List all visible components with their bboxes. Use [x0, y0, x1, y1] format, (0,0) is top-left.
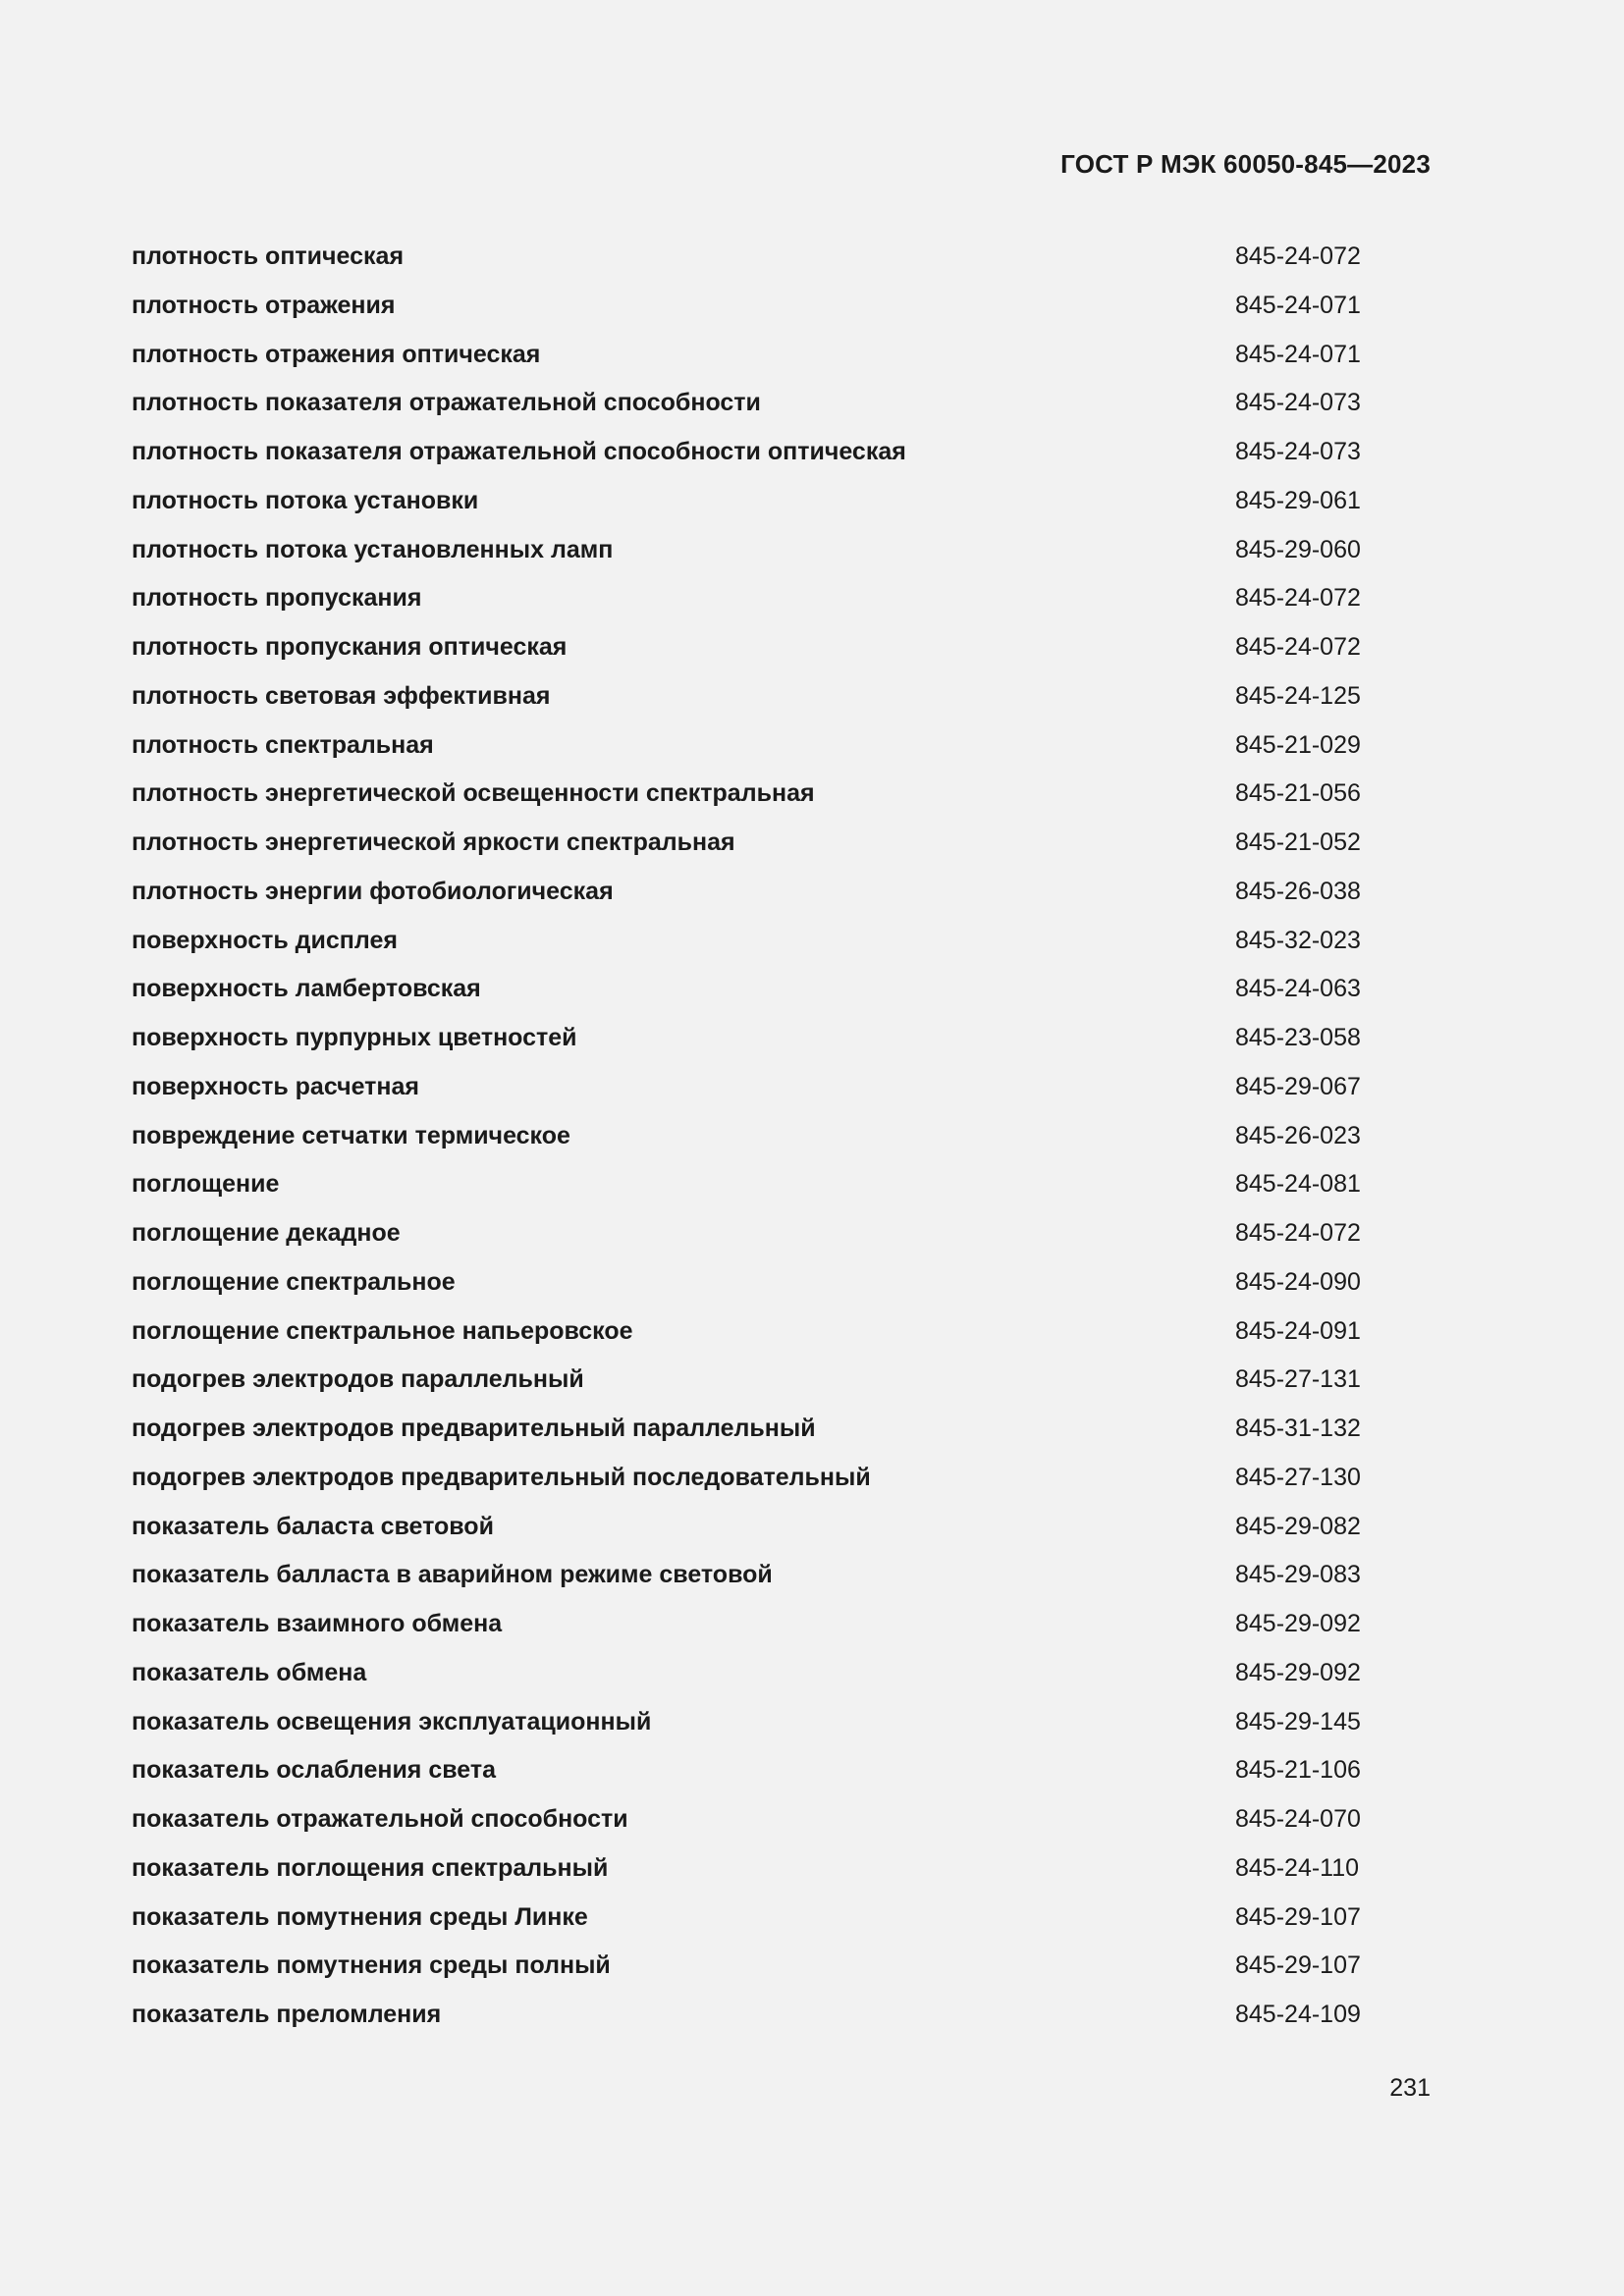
index-entry: [132, 1802, 1359, 1851]
term-name: поглощение спектральное: [132, 1267, 456, 1296]
index-entry: [132, 1461, 1359, 1510]
index-entry: [132, 533, 1359, 582]
term-name: плотность показателя отражательной способности оптическая: [132, 438, 906, 465]
term-name: подогрев электродов предварительный последовательный: [132, 1463, 871, 1491]
term-code: 845-27-131: [1235, 1365, 1361, 1394]
index-entry: [132, 484, 1359, 533]
term-name: повреждение сетчатки термическое: [132, 1121, 570, 1149]
index-entry: [132, 1314, 1359, 1363]
term-code: 845-29-061: [1235, 486, 1361, 514]
index-entry: [132, 1753, 1359, 1802]
term-code: 845-29-092: [1235, 1658, 1361, 1686]
index-entry: [132, 1510, 1359, 1559]
term-code: 845-21-056: [1235, 779, 1361, 808]
index-entry: [132, 630, 1359, 679]
term-name: подогрев электродов предварительный параллельный: [132, 1415, 816, 1442]
term-code: 845-29-107: [1235, 1902, 1361, 1931]
term-name: показатель освещения эксплуатационный: [132, 1707, 652, 1735]
term-code: 845-29-067: [1235, 1072, 1361, 1100]
index-entry: [132, 1070, 1359, 1119]
index-entry: [132, 1656, 1359, 1705]
term-name: поверхность пурпурных цветностей: [132, 1024, 577, 1051]
term-name: плотность энергии фотобиологическая: [132, 877, 614, 905]
index-entry: [132, 1900, 1359, 1949]
term-code: 845-24-072: [1235, 242, 1361, 270]
index-entry: [132, 1362, 1359, 1412]
term-code: 845-24-070: [1235, 1805, 1361, 1833]
term-code: 845-29-092: [1235, 1610, 1361, 1637]
term-name: показатель поглощения спектральный: [132, 1853, 609, 1882]
term-name: подогрев электродов параллельный: [132, 1365, 584, 1394]
term-code: 845-24-073: [1235, 438, 1361, 465]
term-code: 845-24-125: [1235, 681, 1361, 710]
index-entry: [132, 289, 1359, 338]
index-entry: [132, 1412, 1359, 1461]
term-code: 845-24-072: [1235, 1219, 1361, 1247]
term-code: 845-21-106: [1235, 1756, 1361, 1785]
index-entry: [132, 679, 1359, 728]
term-code: 845-24-090: [1235, 1267, 1361, 1296]
term-name: плотность отражения оптическая: [132, 340, 541, 368]
index-entry: [132, 1949, 1359, 1998]
term-code: 845-26-023: [1235, 1121, 1361, 1149]
term-code: 845-26-038: [1235, 877, 1361, 905]
term-name: показатель баласта световой: [132, 1512, 494, 1540]
index-entry: [132, 1998, 1359, 2047]
term-name: показатель помутнения среды Линке: [132, 1902, 588, 1931]
term-name: плотность энергетической освещенности спектральная: [132, 779, 815, 808]
index-entry: [132, 581, 1359, 630]
term-code: 845-31-132: [1235, 1415, 1361, 1442]
index-entry: [132, 1216, 1359, 1265]
term-name: показатель обмена: [132, 1658, 367, 1686]
term-name: показатель балласта в аварийном режиме световой: [132, 1561, 773, 1589]
index-entry: [132, 1705, 1359, 1754]
term-name: поверхность ламбертовская: [132, 975, 481, 1003]
term-code: 845-29-082: [1235, 1512, 1361, 1540]
index-entry: [132, 435, 1359, 484]
term-code: 845-27-130: [1235, 1463, 1361, 1491]
index-entry: [132, 1119, 1359, 1168]
index-entry: [132, 924, 1359, 973]
term-code: 845-24-071: [1235, 340, 1361, 368]
term-name: плотность спектральная: [132, 730, 434, 759]
term-code: 845-24-072: [1235, 584, 1361, 613]
index-entry: [132, 338, 1359, 387]
index-entry: [132, 386, 1359, 435]
term-code: 845-24-110: [1235, 1853, 1360, 1882]
term-name: плотность потока установленных ламп: [132, 535, 614, 563]
term-name: поглощение декадное: [132, 1219, 401, 1247]
index-entry: [132, 875, 1359, 924]
term-code: 845-24-091: [1235, 1316, 1361, 1345]
term-name: поглощение спектральное напьеровское: [132, 1316, 633, 1345]
term-code: 845-24-073: [1235, 389, 1361, 417]
term-index-list: [132, 240, 1359, 2047]
term-name: плотность пропускания: [132, 584, 422, 613]
index-entry: [132, 1167, 1359, 1216]
page-number: 231: [1389, 2074, 1431, 2102]
term-name: поверхность дисплея: [132, 926, 398, 954]
term-code: 845-21-029: [1235, 730, 1361, 759]
term-code: 845-24-063: [1235, 975, 1361, 1003]
index-entry: [132, 1558, 1359, 1607]
index-entry: [132, 728, 1359, 777]
term-name: показатель помутнения среды полный: [132, 1951, 611, 1980]
term-code: 845-29-107: [1235, 1951, 1361, 1980]
index-entry: [132, 240, 1359, 289]
term-name: плотность энергетической яркости спектральная: [132, 828, 735, 856]
index-entry: [132, 1021, 1359, 1070]
index-entry: [132, 776, 1359, 826]
index-entry: [132, 1607, 1359, 1656]
term-name: плотность показателя отражательной способности: [132, 389, 761, 417]
term-code: 845-24-109: [1235, 2001, 1361, 2028]
term-name: показатель преломления: [132, 2001, 442, 2028]
term-code: 845-29-145: [1235, 1707, 1361, 1735]
index-entry: [132, 1851, 1359, 1900]
term-code: 845-23-058: [1235, 1024, 1361, 1051]
term-name: поглощение: [132, 1170, 280, 1199]
term-code: 845-24-081: [1235, 1170, 1361, 1199]
term-code: 845-24-072: [1235, 633, 1361, 661]
term-name: плотность световая эффективная: [132, 681, 551, 710]
term-name: поверхность расчетная: [132, 1072, 420, 1100]
term-code: 845-29-083: [1235, 1561, 1361, 1589]
term-name: плотность пропускания оптическая: [132, 633, 568, 661]
term-name: плотность отражения: [132, 291, 396, 319]
term-code: 845-21-052: [1235, 828, 1361, 856]
term-name: показатель взаимного обмена: [132, 1610, 503, 1637]
index-entry: [132, 826, 1359, 875]
term-name: показатель ослабления света: [132, 1756, 497, 1785]
term-name: плотность потока установки: [132, 486, 479, 514]
document-header: ГОСТ Р МЭК 60050-845—2023: [1060, 149, 1431, 179]
term-code: 845-29-060: [1235, 535, 1361, 563]
term-code: 845-24-071: [1235, 291, 1361, 319]
index-entry: [132, 972, 1359, 1021]
term-name: плотность оптическая: [132, 242, 405, 270]
index-entry: [132, 1265, 1359, 1314]
term-code: 845-32-023: [1235, 926, 1361, 954]
term-name: показатель отражательной способности: [132, 1805, 628, 1833]
